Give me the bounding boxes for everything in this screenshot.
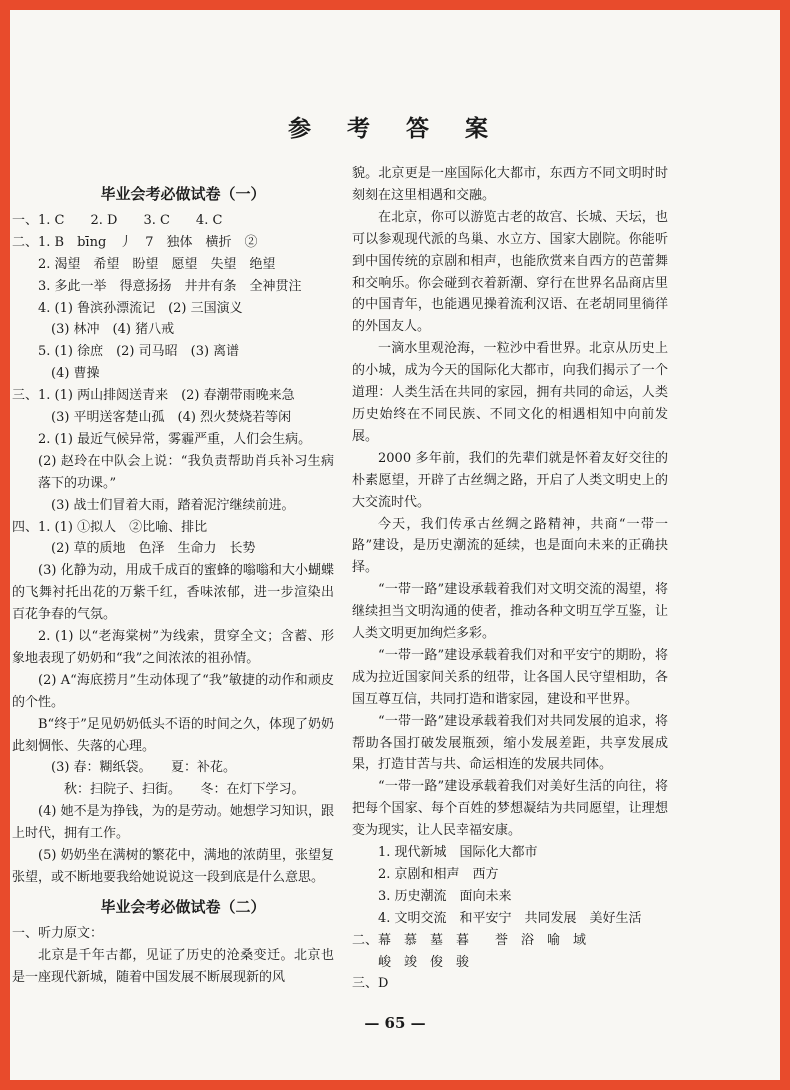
answer-line: 3. 多此一举 得意扬扬 井井有条 全神贯注 — [12, 278, 302, 294]
answer-line: 峻 竣 俊 骏 — [352, 954, 470, 970]
left-column — [12, 178, 334, 989]
answer-line: 4. (1) 鲁滨孙漂流记 (2) 三国演义 — [12, 300, 243, 316]
answer-line: 2. (1) 最近气候异常，雾霾严重，人们会生病。 — [12, 431, 312, 447]
answer-line: 四、1. (1) ①拟人 ②比喻、排比 — [12, 519, 208, 535]
answer-paragraph: (3) 化静为动，用成千成百的蜜蜂的嗡嗡和大小蝴蝶的飞舞衬托出花的万紫千红，香味浓郁，进一步渲染出百花争春的气氛。 — [12, 563, 334, 623]
answer-line: 2. 渴望 希望 盼望 愿望 失望 绝望 — [12, 256, 276, 272]
page-number: — 65 — — [364, 1014, 426, 1032]
answer-line: (3) 春：糊纸袋。 夏：补花。 — [12, 760, 237, 776]
listening-paragraph: “一带一路”建设承载着我们对和平安宁的期盼，将成为拉近国家间关系的纽带，让各国人民守望相助，各国互尊互信，共同打造和谐家园，建设和平世界。 — [352, 647, 668, 707]
answer-line: 一、听力原文： — [12, 925, 104, 941]
answer-paragraph: (2) A“海底捞月”生动体现了“我”敏捷的动作和顽皮的个性。 — [12, 672, 334, 710]
section-heading-exam-1: 毕业会考必做试卷（一） — [100, 185, 266, 203]
answer-line: 2. 京剧和相声 西方 — [352, 866, 499, 882]
listening-paragraph: 貌。北京更是一座国际化大都市，东西方不同文明时时刻刻在这里相遇和交融。 — [352, 166, 668, 203]
answer-line: 4. 文明交流 和平安宁 共同发展 美好生活 — [352, 910, 642, 926]
answer-paragraph: 北京是千年古都，见证了历史的沧桑变迁。北京也是一座现代新城，随着中国发展不断展现新的风 — [12, 947, 334, 985]
document-page — [10, 10, 780, 1080]
answer-line: 二、1. B bīng 丿 7 独体 横折 ② — [12, 234, 258, 250]
answer-line: 5. (1) 徐庶 (2) 司马昭 (3) 离谱 — [12, 344, 240, 360]
listening-paragraph: 今天，我们传承古丝绸之路精神，共商“一带一路”建设，是历史潮流的延续，也是面向未来的正确抉择。 — [352, 516, 668, 576]
answer-paragraph: (2) 赵玲在中队会上说：“我负责帮助肖兵补习生病落下的功课。” — [38, 453, 334, 491]
listening-paragraph: “一带一路”建设承载着我们对美好生活的向往，将把每个国家、每个百姓的梦想凝结为共同愿望，让理想变为现实，让人民幸福安康。 — [352, 779, 668, 839]
answer-line: 1. 现代新城 国际化大都市 — [352, 845, 538, 861]
answer-paragraph: 2. (1) 以“老海棠树”为线索，贯穿全文；含蓄、形象地表现了奶奶和“我”之间浓浓的祖孙情。 — [12, 629, 334, 666]
page-title: 参 考 答 案 — [287, 116, 503, 142]
answer-paragraph: (5) 奶奶坐在满树的繁花中，满地的浓荫里，张望复张望，或不断地要我给她说说这一段到底是什么意思。 — [12, 848, 334, 885]
answer-line: 二、幕 慕 墓 暮 誉 浴 喻 域 — [352, 932, 587, 948]
right-column — [352, 163, 668, 995]
answer-line: 三、1. (1) 两山排闼送青来 (2) 春潮带雨晚来急 — [12, 388, 295, 404]
answer-line: 秋：扫院子、扫街。 冬：在灯下学习。 — [12, 782, 305, 798]
listening-paragraph: 在北京，你可以游览古老的故宫、长城、天坛，也可以参观现代派的鸟巢、水立方、国家大剧院。你能听到中国传统的京剧和相声，也能欣赏来自西方的芭蕾舞和交响乐。你会碰到衣着新潮、穿行在世界名品商店里的中国青年，也能遇见操着流利汉语、在老胡同里徜徉的外国友人。 — [352, 209, 668, 335]
listening-paragraph: “一带一路”建设承载着我们对共同发展的追求，将帮助各国打破发展瓶颈，缩小发展差距，共享发展成果，打造甘苦与共、命运相连的发展共同体。 — [352, 713, 668, 773]
listening-paragraph: 2000 多年前，我们的先辈们就是怀着友好交往的朴素愿望，开辟了古丝绸之路，开启了人类文明史上的大交流时代。 — [352, 450, 668, 510]
answer-paragraph: (4) 她不是为挣钱，为的是劳动。她想学习知识，跟上时代，拥有工作。 — [12, 804, 334, 842]
listening-paragraph: “一带一路”建设承载着我们对文明交流的渴望，将继续担当文明沟通的使者，推动各种文明互学互鉴，让人类文明更加绚烂多彩。 — [352, 582, 668, 642]
answer-line: (3) 林冲 (4) 猪八戒 — [12, 322, 175, 338]
answer-line: 三、D — [352, 976, 389, 992]
answer-line: (4) 曹操 — [12, 366, 100, 382]
answer-paragraph: B“终于”足见奶奶低头不语的时间之久，体现了奶奶此刻惆怅、失落的心理。 — [12, 716, 334, 754]
answer-line: (2) 草的质地 色泽 生命力 长势 — [12, 541, 256, 557]
answer-line: (3) 战士们冒着大雨，踏着泥泞继续前进。 — [12, 497, 295, 513]
answer-line: 一、1. C 2. D 3. C 4. C — [12, 213, 223, 228]
answer-line: 3. 历史潮流 面向未来 — [352, 888, 512, 904]
section-heading-exam-2: 毕业会考必做试卷（二） — [100, 897, 266, 916]
answer-line: (3) 平明送客楚山孤 (4) 烈火焚烧若等闲 — [12, 410, 292, 426]
listening-paragraph: 一滴水里观沧海，一粒沙中看世界。北京从历史上的小城，成为今天的国际化大都市，向我们揭示了一个道理：人类生活在共同的家园，拥有共同的命运，人类历史始终在不同民族、不同文化的相遇相知中向前发展。 — [352, 341, 668, 444]
